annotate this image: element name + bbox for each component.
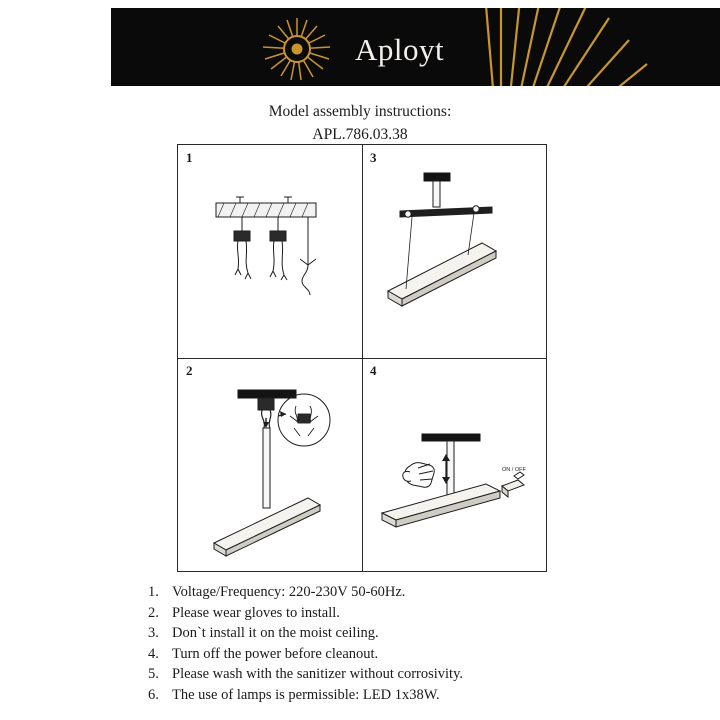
sunburst-logo-icon: [251, 16, 343, 82]
page-title-line2: APL.786.03.38: [312, 126, 408, 143]
step-1-cell: [178, 145, 362, 358]
note-text: Please wash with the sanitizer without corrosivity.: [172, 666, 464, 682]
step-4-number: 4: [370, 363, 377, 378]
step-2-illustration: [178, 358, 362, 571]
step-4-cell: [362, 358, 546, 571]
note-text: Don`t install it on the moist ceiling.: [172, 625, 379, 641]
list-item: [148, 623, 668, 644]
page-title-line1: Model assembly instructions:: [268, 103, 452, 120]
step-1-number: 1: [186, 150, 193, 165]
step-3-number: 3: [370, 150, 377, 165]
note-text: Voltage/Frequency: 220-230V 50-60Hz.: [172, 584, 406, 600]
step-2-number: 2: [186, 363, 193, 378]
step-4-illustration: [362, 358, 546, 571]
list-item: [148, 685, 668, 706]
note-index: 1.: [148, 584, 159, 600]
step-1-illustration: [178, 145, 362, 358]
note-index: 6.: [148, 686, 159, 703]
brand-name-text: Aployt: [355, 32, 445, 67]
note-index: 4.: [148, 645, 159, 662]
note-text: Turn off the power before cleanout.: [172, 645, 379, 662]
step-3-illustration: [362, 145, 546, 358]
note-text: Please wear gloves to install.: [172, 604, 340, 621]
instruction-grid: [177, 144, 547, 572]
brand-banner: [111, 8, 720, 86]
list-item: [148, 644, 668, 665]
safety-notes-list: [148, 582, 668, 705]
list-item: [148, 603, 668, 624]
brand-wordmark: [355, 32, 444, 68]
note-index: 3.: [148, 625, 159, 641]
list-item: [148, 582, 668, 603]
list-item: [148, 664, 668, 685]
step-2-cell: [178, 358, 362, 571]
step-4-switch-label: ON / OFF: [502, 467, 526, 473]
note-text: The use of lamps is permissible: LED 1x38W.: [172, 686, 440, 703]
note-index: 5.: [148, 666, 159, 682]
decorative-fan-rays: [481, 8, 720, 86]
page-title: [0, 100, 720, 146]
step-3-cell: [362, 145, 546, 358]
note-index: 2.: [148, 604, 159, 621]
